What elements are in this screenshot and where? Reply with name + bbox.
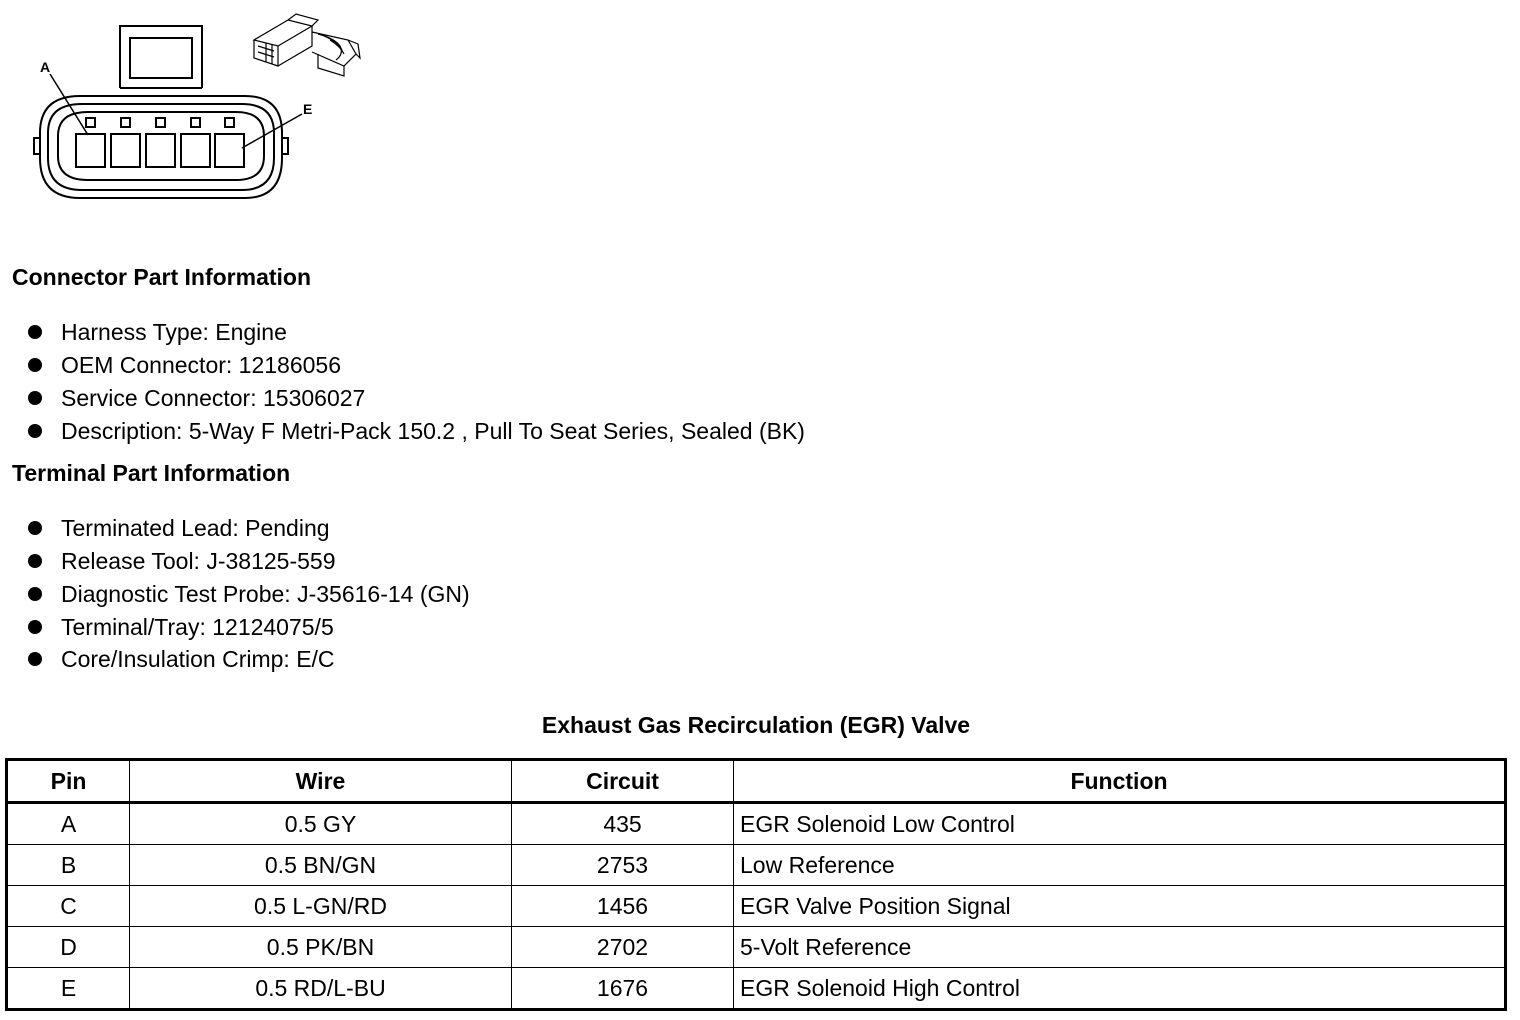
pin-label-a: A [40,59,51,75]
list-item: Terminal/Tray: 12124075/5 [28,610,470,643]
function-cell: Low Reference [734,845,1506,886]
wire-cell: 0.5 RD/L-BU [130,968,512,1010]
list-item: OEM Connector: 12186056 [28,349,805,382]
bullet-icon [28,424,42,438]
pinout-table [5,758,1507,1011]
column-header-function: Function [734,760,1506,803]
wire-cell: 0.5 PK/BN [130,927,512,968]
list-item: Release Tool: J-38125-559 [28,545,470,578]
function-cell: 5-Volt Reference [734,927,1506,968]
bullet-icon [28,325,42,339]
pin-label-e: E [303,101,313,117]
connector-isometric-image [248,10,364,82]
connector-info-list [28,316,805,447]
list-item: Description: 5-Way F Metri-Pack 150.2 , Pull To Seat Series, Sealed (BK) [28,414,805,447]
bullet-icon [28,652,42,666]
bullet-icon [28,587,42,601]
pin-cell: D [7,927,130,968]
wire-cell: 0.5 GY [130,803,512,845]
circuit-cell: 435 [512,803,734,845]
bullet-icon [28,358,42,372]
table-row [7,845,1506,886]
list-item: Core/Insulation Crimp: E/C [28,643,470,676]
pin-cell: E [7,968,130,1010]
table-caption: Exhaust Gas Recirculation (EGR) Valve [541,712,971,738]
list-item: Terminated Lead: Pending [28,512,470,545]
circuit-cell: 2753 [512,845,734,886]
list-item: Harness Type: Engine [28,316,805,349]
table-row [7,803,1506,845]
wire-cell: 0.5 L-GN/RD [130,886,512,927]
column-header-wire: Wire [130,760,512,803]
circuit-cell: 1456 [512,886,734,927]
pin-cell: C [7,886,130,927]
bullet-icon [28,521,42,535]
column-header-circuit: Circuit [512,760,734,803]
pin-cell: B [7,845,130,886]
bullet-icon [28,391,42,405]
pin-cell: A [7,803,130,845]
list-item: Service Connector: 15306027 [28,382,805,415]
function-cell: EGR Valve Position Signal [734,886,1506,927]
wire-cell: 0.5 BN/GN [130,845,512,886]
function-cell: EGR Solenoid High Control [734,968,1506,1010]
bullet-icon [28,554,42,568]
function-cell: EGR Solenoid Low Control [734,803,1506,845]
table-row [7,968,1506,1010]
terminal-info-heading: Terminal Part Information [12,460,291,486]
connector-info-heading: Connector Part Information [12,264,312,290]
circuit-cell: 2702 [512,927,734,968]
bullet-icon [28,620,42,634]
table-row [7,927,1506,968]
column-header-pin: Pin [7,760,130,803]
table-row [7,886,1506,927]
table-header-row [7,760,1506,803]
terminal-info-list [28,512,470,676]
circuit-cell: 1676 [512,968,734,1010]
list-item: Diagnostic Test Probe: J-35616-14 (GN) [28,578,470,611]
